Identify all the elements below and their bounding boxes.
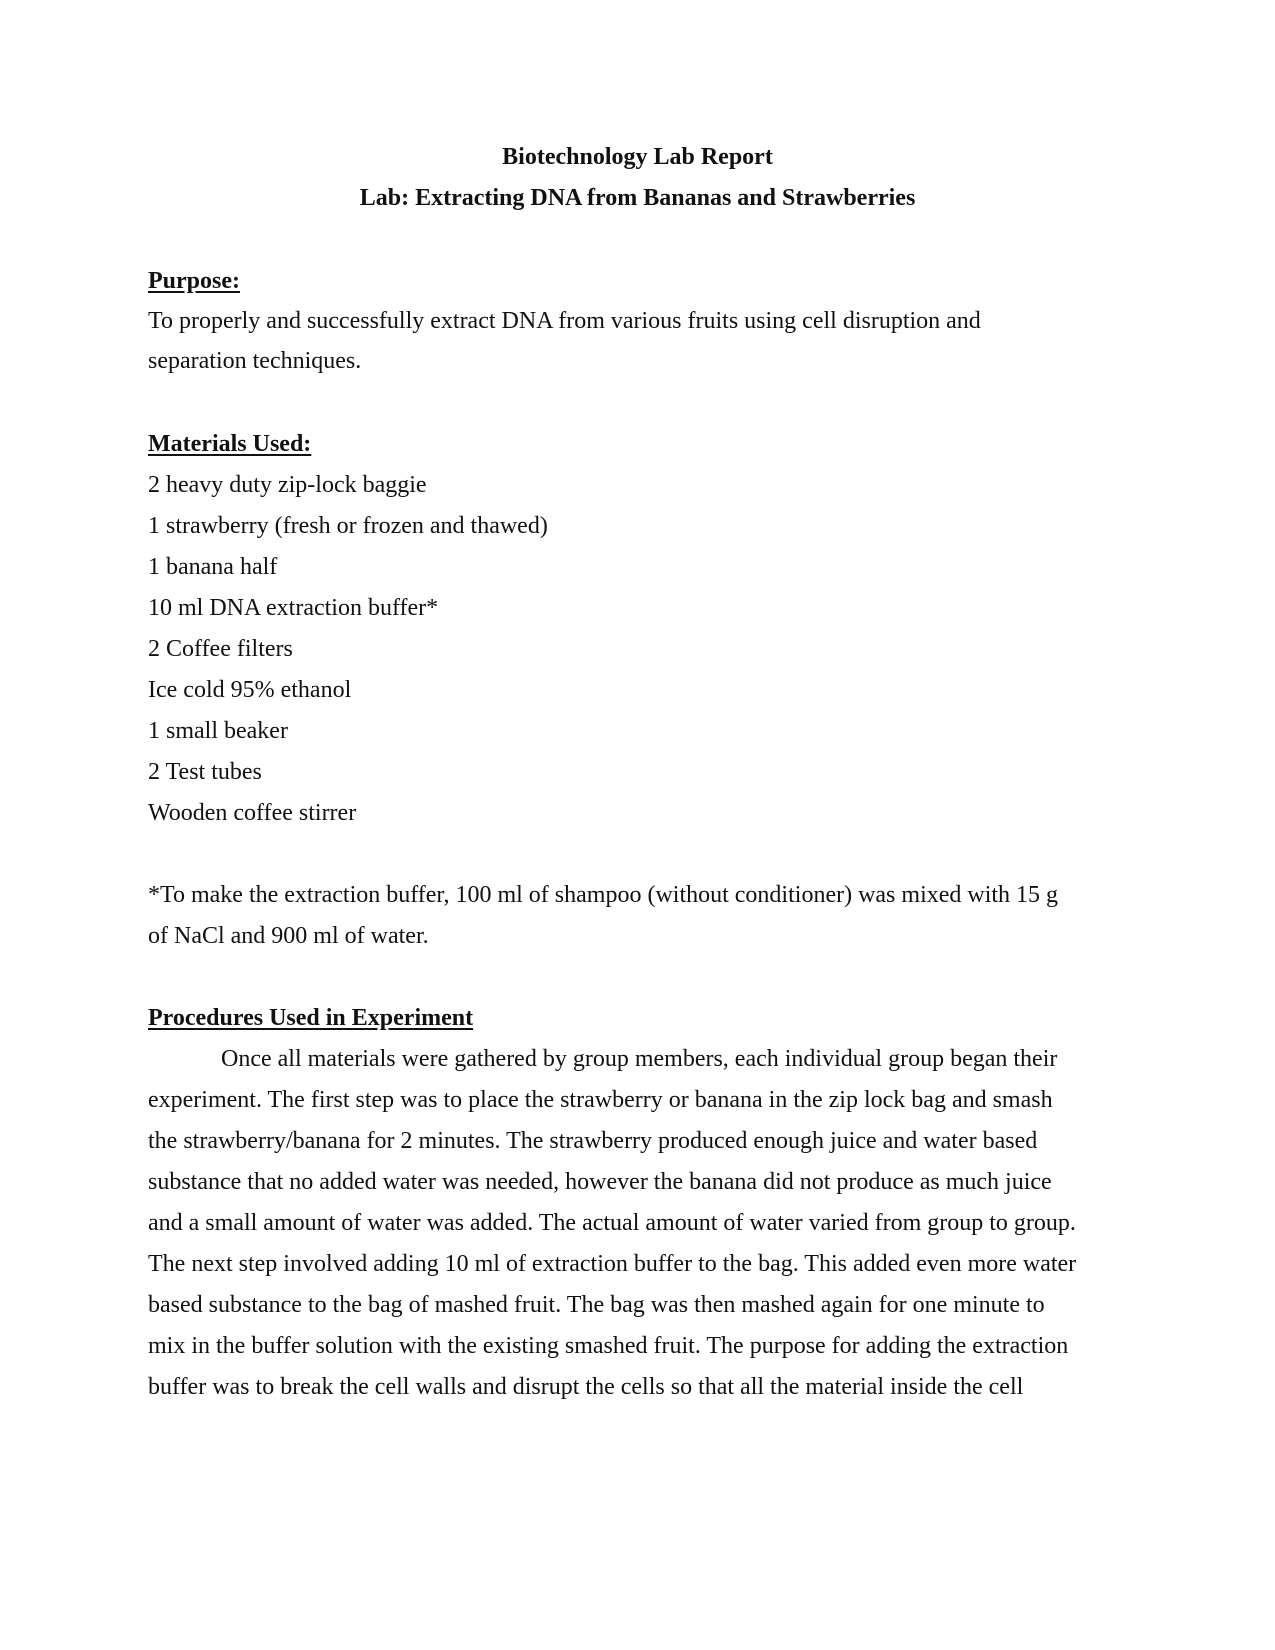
material-item: 1 banana half [148, 554, 278, 580]
material-item: 1 small beaker [148, 718, 288, 744]
purpose-line: To properly and successfully extract DNA from various fruits using cell disruption and [148, 308, 981, 334]
procedures-heading: Procedures Used in Experiment [148, 1005, 474, 1031]
procedure-line: Once all materials were gathered by group members, each individual group began their [221, 1046, 1058, 1072]
buffer-footnote: *To make the extraction buffer, 100 ml of shampoo (without conditioner) was mixed with 15 g [148, 882, 1059, 908]
material-item: 1 strawberry (fresh or frozen and thawed) [148, 513, 548, 539]
procedure-line: substance that no added water was needed, however the banana did not produce as much juice [148, 1169, 1052, 1195]
procedure-line: buffer was to break the cell walls and disrupt the cells so that all the material inside the cell [148, 1374, 1024, 1400]
material-item: 2 heavy duty zip-lock baggie [148, 472, 427, 498]
material-item: Wooden coffee stirrer [148, 800, 357, 826]
material-item: 10 ml DNA extraction buffer* [148, 595, 439, 621]
report-title: Biotechnology Lab Report [502, 144, 773, 170]
material-item: 2 Test tubes [148, 759, 262, 785]
procedure-line: The next step involved adding 10 ml of extraction buffer to the bag. This added even more water [148, 1251, 1077, 1277]
lab-title: Lab: Extracting DNA from Bananas and Strawberries [359, 185, 916, 211]
purpose-line: separation techniques. [148, 348, 362, 374]
purpose-heading: Purpose: [148, 268, 240, 294]
materials-heading: Materials Used: [148, 431, 312, 457]
procedure-line: and a small amount of water was added. The actual amount of water varied from group to group. [148, 1210, 1076, 1236]
buffer-footnote: of NaCl and 900 ml of water. [148, 923, 429, 949]
procedure-line: mix in the buffer solution with the existing smashed fruit. The purpose for adding the extraction [148, 1333, 1069, 1359]
material-item: 2 Coffee filters [148, 636, 293, 662]
procedure-line: based substance to the bag of mashed fruit. The bag was then mashed again for one minute to [148, 1292, 1045, 1318]
procedure-line: experiment. The first step was to place the strawberry or banana in the zip lock bag and smash [148, 1087, 1053, 1113]
material-item: Ice cold 95% ethanol [148, 677, 352, 703]
procedure-line: the strawberry/banana for 2 minutes. The strawberry produced enough juice and water based [148, 1128, 1038, 1154]
